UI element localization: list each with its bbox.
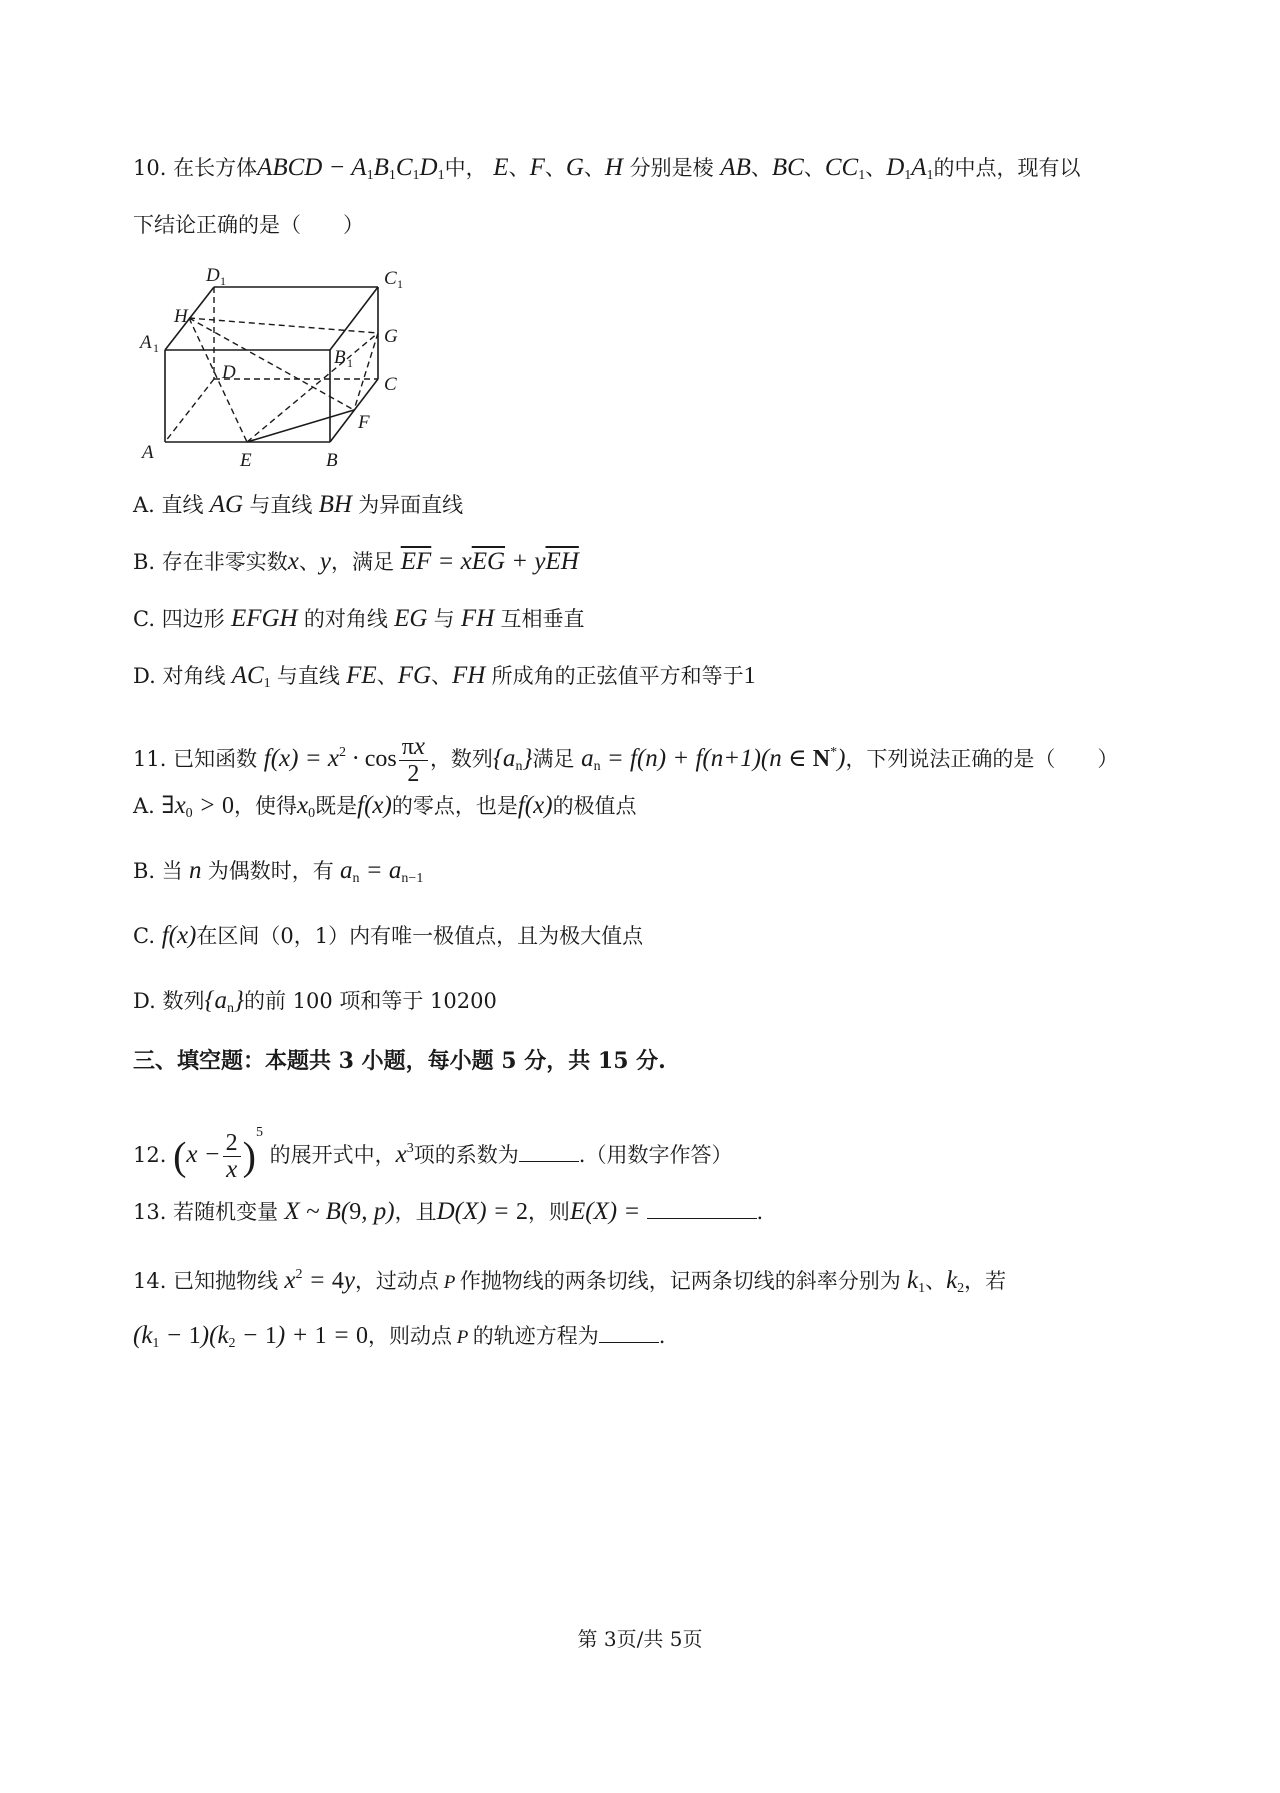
label-B1: B <box>334 347 346 368</box>
answer-blank-12 <box>519 1141 579 1162</box>
label-A1: A <box>140 332 152 353</box>
svg-text:1: 1 <box>397 277 403 291</box>
q11-option-a: A. $\exists x_0 > 0$，使得$x_0$既是f(x)的零点，也是f(x)的极值点 <box>133 792 637 821</box>
math-sequence-def: $a_n = f(n) + f(n+1)(n$ ∈ N*) <box>581 745 846 774</box>
q10-option-d: D. 对角线 $AC_1$ 与直线 FE、FG、FH 所成角的正弦值平方和等于1 <box>133 662 756 691</box>
label-D: D <box>222 362 236 383</box>
math-binomial: (x − $\frac{2}{x}$ )$^5$ <box>173 1125 263 1183</box>
svg-text:1: 1 <box>347 356 353 370</box>
math-cuboid: ABCD − $A_1B_1C_1D_1$ <box>257 154 445 183</box>
svg-text:1: 1 <box>153 341 159 355</box>
q10-option-b: B. 存在非零实数x、y，满足 $\overline{EF} = x\overline{EG} + y\overline{EH}$ <box>133 548 579 575</box>
q14-line1: 14. 已知抛物线 $x^2 = 4y$，过动点 P 作抛物线的两条切线，记两条切线的斜率分别为 $k_1$、$k_2$，若 <box>133 1267 1007 1296</box>
label-D1: D <box>206 265 220 286</box>
label-B: B <box>326 450 338 471</box>
label-C1: C <box>384 268 397 289</box>
q13-line: 13. 若随机变量 X ~ B(9, p)，且D(X) = 2，则E(X) = . <box>133 1198 764 1225</box>
q11-option-d: D. 数列$\{a_n\}$的前 100 项和等于 10200 <box>133 987 497 1016</box>
label-F: F <box>358 412 370 433</box>
q10-line2: 下结论正确的是（ ） <box>133 213 364 237</box>
q11-option-c: C. f(x)在区间（0，1）内有唯一极值点，且为极大值点 <box>133 922 644 949</box>
page-footer: 第 3页/共 5页 <box>577 1627 703 1651</box>
label-E: E <box>240 450 252 471</box>
math-slope-condition: $(k_1 - 1)(k_2 - 1) + 1 = 0$ <box>133 1322 368 1351</box>
answer-blank-13 <box>647 1198 757 1219</box>
math-function-def: $f(x) = x^2 \cdot \cos$ $\frac{\pi x}{2}$ <box>264 745 430 772</box>
q11-option-b: B. 当 n 为偶数时，有 $a_n = a_{n-1}$ <box>133 857 424 886</box>
label-H: H <box>174 306 188 327</box>
q10-option-c: C. 四边形 EFGH 的对角线 EG 与 FH 互相垂直 <box>133 605 585 632</box>
q10-line1: 10. 在长方体ABCD − $A_1B_1C_1D_1$中， E、F、G、H 分别是棱 AB、BC、$CC_1$、$D_1A_1$的中点，现有以 <box>133 154 1081 183</box>
q12-line: 12. (x − $\frac{2}{x}$ )$^5$ 的展开式中，$x^3$项的系数为 .（用数字作答） <box>133 1125 733 1183</box>
q11-stem: 11. 已知函数 $f(x) = x^2 \cdot \cos$ $\frac{\pi x}{2}$ ，数列$\{a_n\}$满足 $a_n = f(n) + f(n+1)(n$ ∈ N*)，下列说法正确的是（ ） <box>133 732 1119 787</box>
section-heading: 三、填空题：本题共 3 小题，每小题 5 分，共 15 分. <box>133 1048 666 1074</box>
cuboid-figure <box>138 262 418 472</box>
label-G: G <box>384 326 398 347</box>
answer-blank-14 <box>599 1322 659 1343</box>
label-C: C <box>384 374 397 395</box>
math-vector-eq: $\overline{EF} = x\overline{EG} + y\overline{EH}$ <box>400 548 579 575</box>
q14-line2: $(k_1 - 1)(k_2 - 1) + 1 = 0$，则动点 P 的轨迹方程为 . <box>133 1322 666 1351</box>
svg-text:1: 1 <box>220 274 226 288</box>
q10-option-a: A. 直线 AG 与直线 BH 为异面直线 <box>133 491 464 518</box>
label-A: A <box>142 442 154 463</box>
